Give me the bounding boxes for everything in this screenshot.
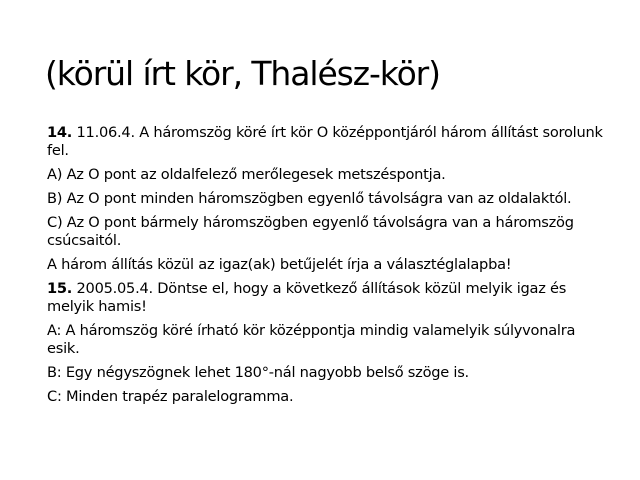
problem-15-text: 2005.05.4. Döntse el, hogy a következő állítások közül melyik igaz és melyik hamis!	[47, 280, 567, 315]
problem-15-statement-b: B: Egy négyszögnek lehet 180°-nál nagyobb belső szöge is.	[47, 364, 469, 381]
problem-14-text: 11.06.4. A háromszög köré írt kör O középpontjáról három állítást sorolunk fel.	[47, 124, 603, 159]
problem-14-instruction: A három állítás közül az igaz(ak) betűjelét írja a választéglalapba!	[47, 256, 512, 273]
problem-14-intro	[47, 124, 607, 160]
problem-14-statement-c: C) Az O pont bármely háromszögben egyenlő távolságra van a háromszög csúcsaitól.	[47, 214, 574, 249]
slide-title: (körül írt kör, Thalész-kör)	[45, 54, 440, 93]
problem-15-statement-c: C: Minden trapéz paralelogramma.	[47, 388, 294, 405]
problem-14-statement-b: B) Az O pont minden háromszögben egyenlő távolságra van az oldalaktól.	[47, 190, 572, 207]
slide-body	[47, 124, 607, 412]
problem-14-statement-a: A) Az O pont az oldalfelező merőlegesek metszéspontja.	[47, 166, 446, 183]
problem-15-number: 15.	[47, 280, 73, 297]
problem-14-number: 14.	[47, 124, 73, 141]
problem-15-intro	[47, 280, 607, 316]
problem-15-statement-a: A: A háromszög köré írható kör középpontja mindig valamelyik súlyvonalra esik.	[47, 322, 576, 357]
